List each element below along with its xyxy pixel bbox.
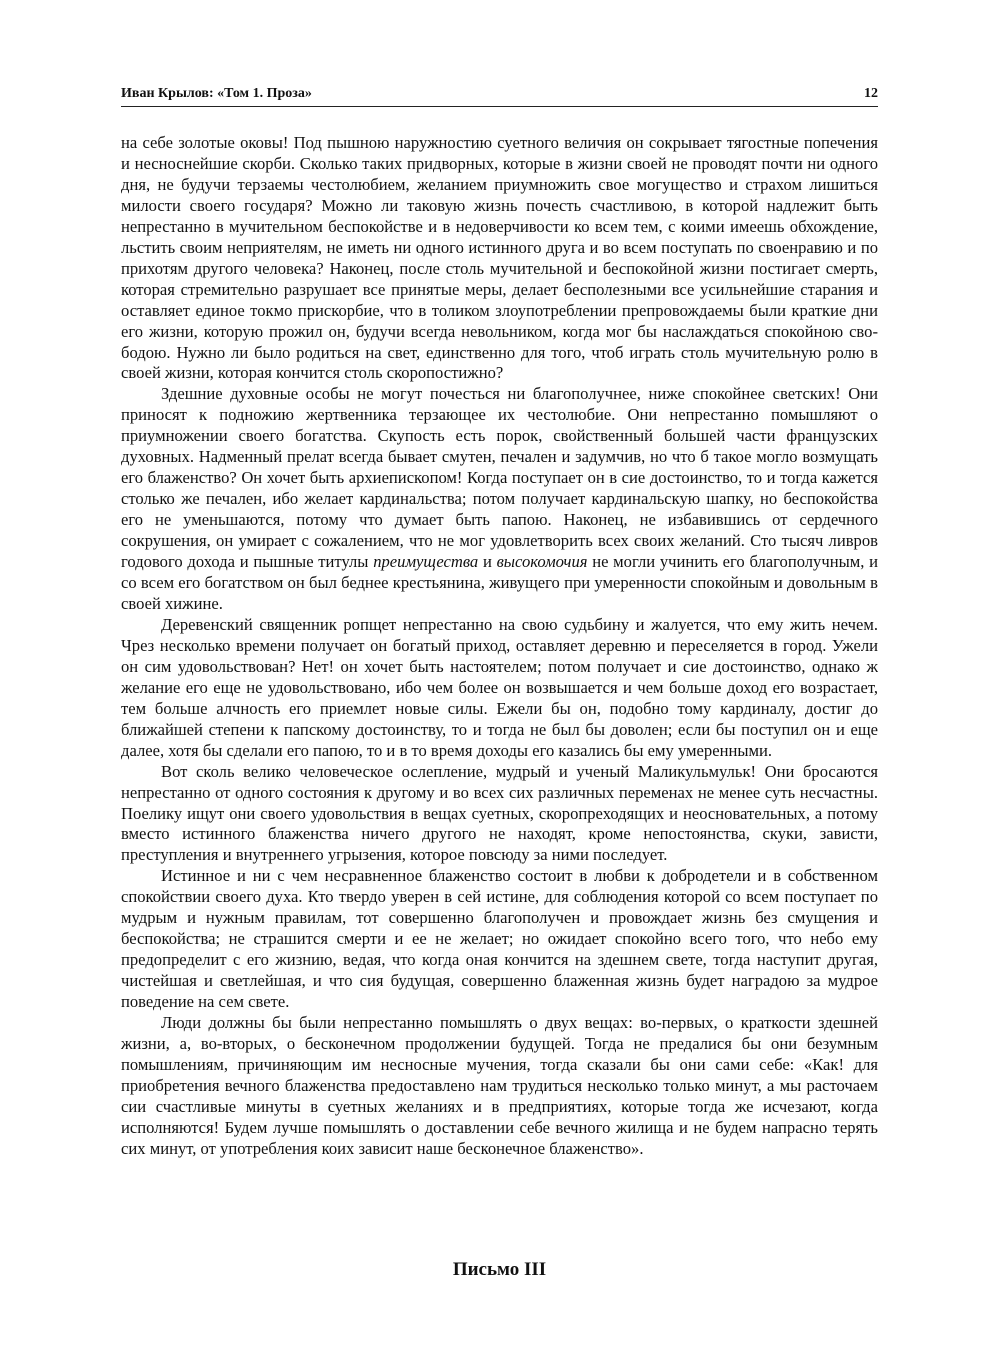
body-text [121, 133, 878, 1160]
page-number: 12 [864, 86, 878, 101]
section-heading: Письмо III [452, 1259, 547, 1280]
italic-term: высокомочия [496, 552, 588, 572]
paragraph-text: Деревенский священник ропщет непрестанно на свою судьбину и жалуется, что ему жить нечем. Чрез несколько времени получает он богатый приход, оставляет деревню и переселяется в город. Ужели он сим удовольствован? Нет! он хочет быть настоятелем; потом получает и сие достоинство, однако ж желание его еще не удовольствовано, ибо чем более он возвышается и чем больше доход его возрастает, тем больше алчность его приемлет новые силы. Ежели бы он, подобно тому кардиналу, достиг до ближайшей степени к папскому достоинству, то и тогда не был бы доволен; если бы поступил он и еще далее, хотя бы сделали его папою, то и в то время доходы его казались бы ему умеренными. [121, 614, 878, 760]
paragraph-text: и [478, 552, 497, 572]
paragraph-4 [121, 762, 878, 867]
paragraph-5 [121, 866, 878, 1013]
paragraph-text: Здешние духовные особы не могут почесться ни благополучнее, ниже спокойнее светских! Они приносят к подножию жертвенника терзающее их честолюбие. Они непрестанно помышляют о приумножении своего богатства. Скупость есть порок, свойственный большей части французских духовных. Надменный прелат всегда бывает смутен, печален и задумчив, но что б такое могло возмущать его блаженство? Он хочет быть архиепископом! Когда поступает он в сие достоинство, то и тогда кажется столько же печален, ибо желает кардинальства; потом получает кардинальскую шапку, но беспокойства его не уменьшаются, потому что думает быть папою. Наконец, не избавившись от сердечного сокрушения, он умирает с сожалением, что не мог удовлетворить всех своих желаний. Сто тысяч ливров годового дохода и пышные титулы [121, 384, 878, 572]
paragraph-text: Вот сколь велико человеческое ослепление, мудрый и ученый Маликульмульк! Они бросаются непрестанно от одного состояния к другому и во всех сих различных переменах не менее суть несчастны. Поелику ищут они своего удовольствия в вещах суетных, скоропреходящих и неосновательных, а потому вместо истинного блаженства ничего другого не находят, кроме непостоянства, скуки, зависти, преступления и внутреннего угрызения, которое повсюду за ними последует. [121, 761, 878, 865]
paragraph-3 [121, 615, 878, 762]
paragraph-text: Истинное и ни с чем несравненное блаженство состоит в любви к добродетели и в собственном спокойствии своего духа. Кто твердо уверен в сей истине, для соблюдения которой со всем поступает по мудрым и нужным правилам, тот совершенно благополучен и провождает жизнь без смущения и беспокойства; не страшится смерти и ее не желает; но ожидает спокойно всего того, что небо ему предопределит с его жизнию, ведая, что когда оная кончится на здешнем свете, тогда наступит другая, чистейшая и светлейшая, и что сия будущая, совершенно блаженная жизнь будет наградою за мудрое поведение на сем свете. [121, 866, 878, 1012]
paragraph-text: Люди должны бы были непрестанно помышлять о двух вещах: во-первых, о краткости здешней жизни, а, во-вторых, о бесконечном продолжении будущей. Тогда не предалися бы они безумным помышлениям, причиняющим им несносные мучения, тогда сказали бы они сами себе: «Как! для приобретения вечного блаженства предоставлено нам трудиться несколько только минут, а мы расточаем сии счастливые минуты в суетных желаниях и в предприятиях, которые тогда же исчезают, когда исполняются! Будем лучше помышлять о доставлении себе вечного жилища и не будем напрасно терять сих минут, от употребления коих зависит наше бесконечное блаженство». [121, 1013, 878, 1158]
italic-term: преимущества [373, 552, 479, 572]
paragraph-2 [121, 384, 878, 614]
paragraph-6 [121, 1013, 878, 1160]
paragraph-text: не могли учинить его благополучным, и со всем его богатством он был беднее крестьянина, живущего при умеренности спокойным и довольным в своей хижине. [121, 552, 878, 613]
paragraph-text: на себе золотые оковы! Под пышною наружностию суетного величия он сокрывает тягостные попечения и несноснейшие скорби. Сколько таких придворных, которые в жизни своей не проводят почти ни одного дня, не будучи терзаемы честолюбием, желанием приумножить свое могущество и страхом лишиться милости своего государя? Можно ли таковую жизнь почесть счастливою, в которой надлежит быть непрестанно в мучительном беспокойстве и в недоверчивости ко всем тем, с коими имеешь обхождение, льстить своим неприятелям, не иметь ни одного истинного друга и во всем поступать по своенравию и по прихотям другого человека? Наконец, после столь мучительной и беспокойной жизни постигает смерть, которая стремительно разрушает все принятые меры, делает бесполезными все усильнейшие старания и оставляет единое токмо прискорбие, что в толиком злоупотреблении препровождаемы были краткие дни его жизни, которую прожил он, будучи всегда невольником, когда мог бы наслаждаться спокойною свободою. Нужно ли было родиться на свет, единственно для того, чтоб играть столь мучительную ролю в своей жизни, которая кончится столь скоропостижно? [121, 133, 878, 383]
paragraph-1 [121, 133, 878, 384]
header-title: Иван Крылов: «Том 1. Проза» [121, 86, 312, 101]
running-header [121, 84, 878, 107]
